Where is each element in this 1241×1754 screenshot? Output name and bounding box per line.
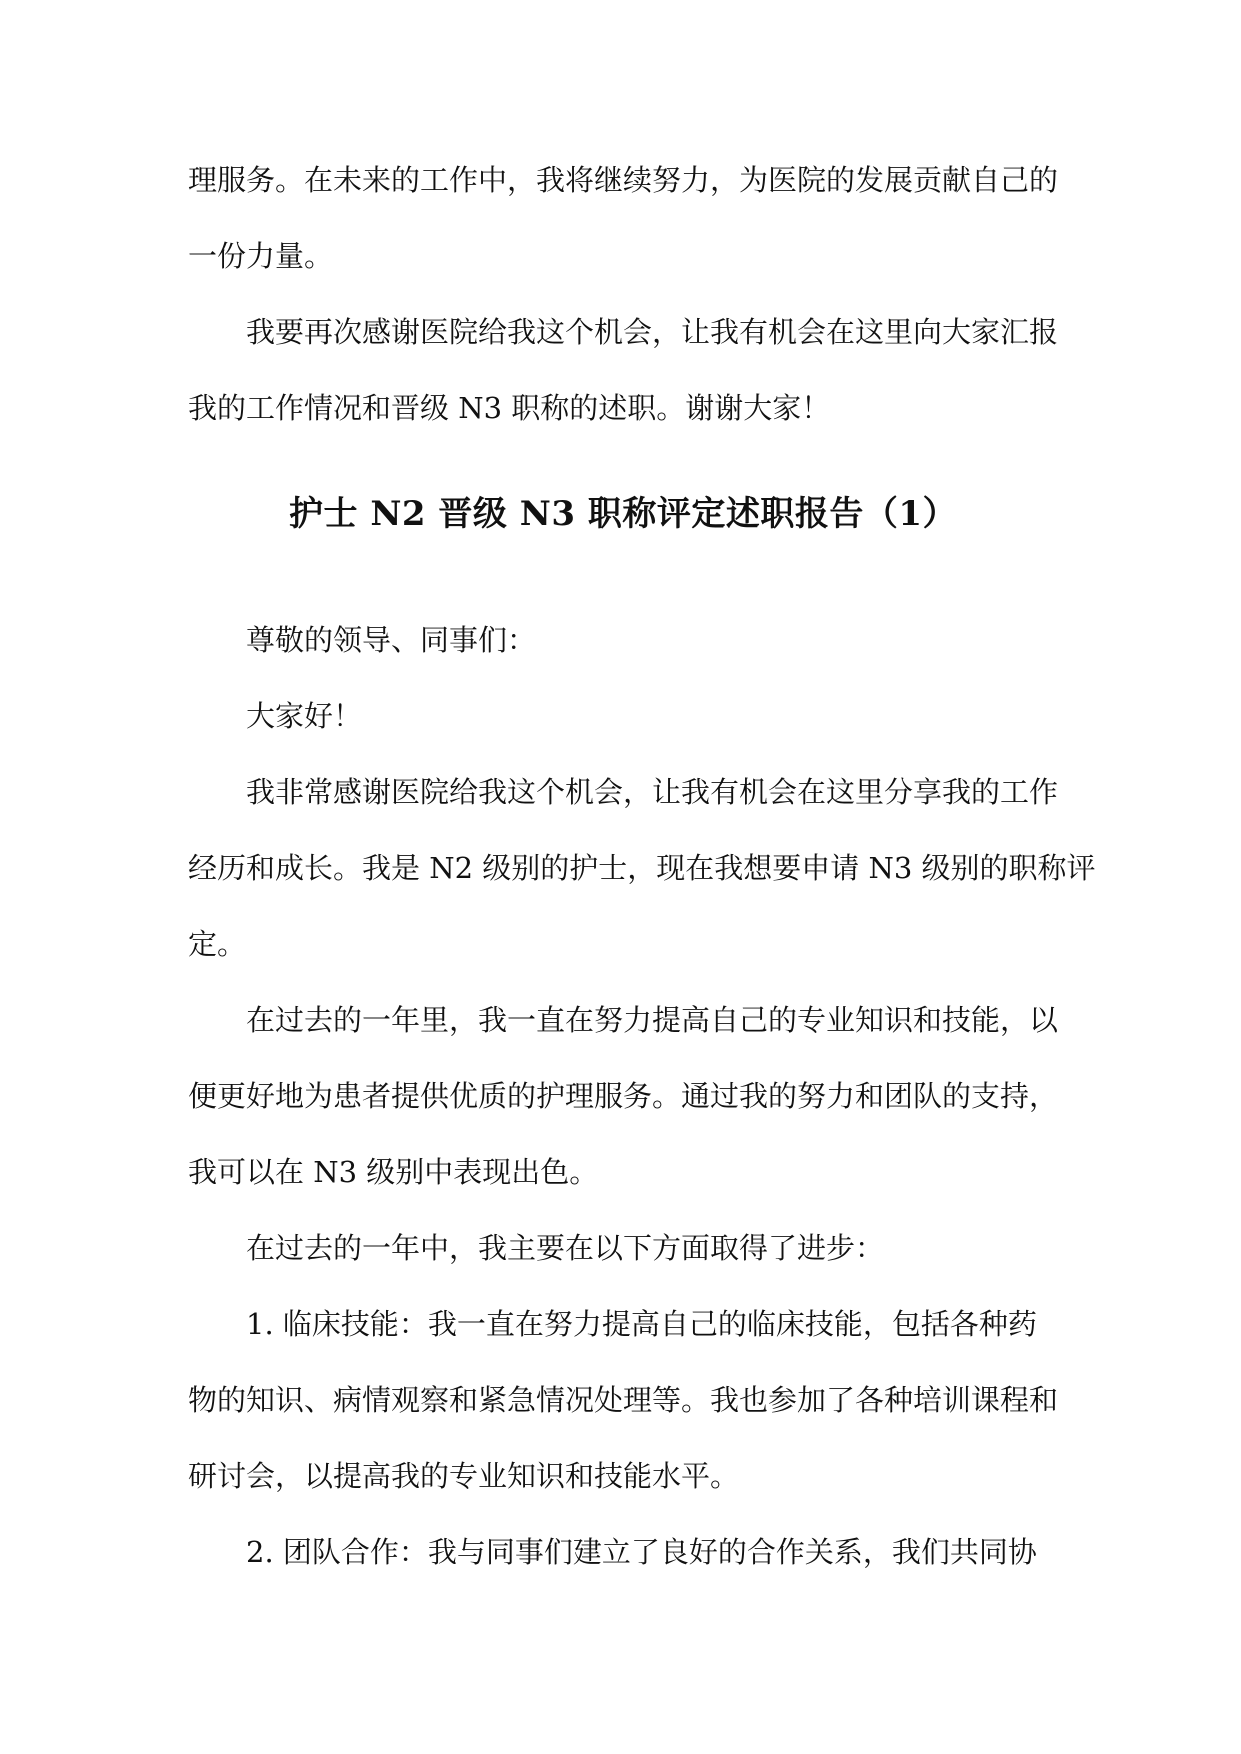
text-line: 1. 临床技能：我一直在努力提高自己的临床技能，包括各种药 bbox=[246, 1307, 1037, 1341]
text-line: 尊敬的领导、同事们： bbox=[246, 623, 537, 657]
text-line: 一份力量。 bbox=[188, 239, 334, 273]
text-line: 定。 bbox=[188, 927, 247, 961]
text-line: 在过去的一年里，我一直在努力提高自己的专业知识和技能，以 bbox=[246, 1003, 1059, 1037]
text-line: 便更好地为患者提供优质的护理服务。通过我的努力和团队的支持， bbox=[188, 1079, 1059, 1113]
text-line: 理服务。在未来的工作中，我将继续努力，为医院的发展贡献自己的 bbox=[188, 163, 1059, 197]
report-body bbox=[188, 602, 1096, 1590]
document-content bbox=[188, 142, 1096, 1590]
text-line: 大家好！ bbox=[246, 699, 363, 733]
report-title: 护士 N2 晋级 N3 职称评定述职报告（1） bbox=[289, 494, 957, 534]
previous-section-ending bbox=[188, 142, 1058, 446]
text-line: 我非常感谢医院给我这个机会，让我有机会在这里分享我的工作 bbox=[246, 775, 1059, 809]
text-line: 我要再次感谢医院给我这个机会，让我有机会在这里向大家汇报 bbox=[246, 315, 1059, 349]
text-line: 研讨会，以提高我的专业知识和技能水平。 bbox=[188, 1459, 740, 1493]
text-line: 经历和成长。我是 N2 级别的护士，现在我想要申请 N3 级别的职称评 bbox=[188, 851, 1096, 885]
text-line: 在过去的一年中，我主要在以下方面取得了进步： bbox=[246, 1231, 885, 1265]
text-line: 我的工作情况和晋级 N3 职称的述职。谢谢大家！ bbox=[188, 391, 831, 425]
text-line: 我可以在 N3 级别中表现出色。 bbox=[188, 1155, 599, 1189]
text-line: 物的知识、病情观察和紧急情况处理等。我也参加了各种培训课程和 bbox=[188, 1383, 1059, 1417]
text-line: 2. 团队合作：我与同事们建立了良好的合作关系，我们共同协 bbox=[246, 1535, 1037, 1569]
